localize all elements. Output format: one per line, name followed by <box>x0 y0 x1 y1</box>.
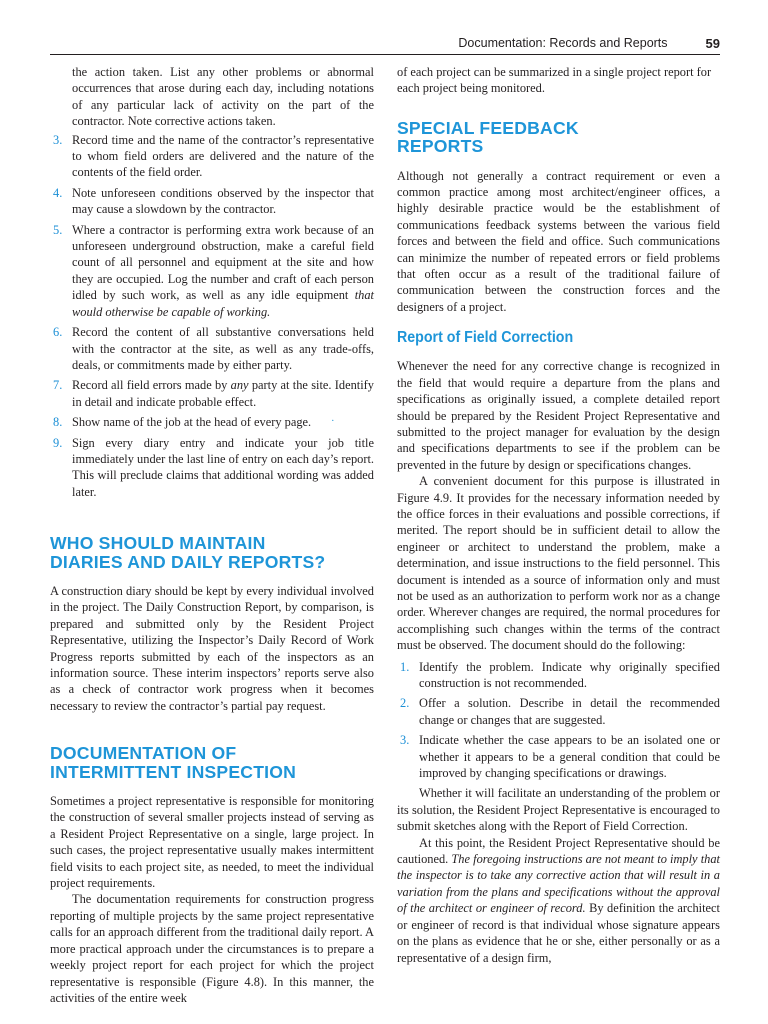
section-heading-intermittent: DOCUMENTATION OF INTERMITTENT INSPECTION <box>50 743 297 782</box>
section-heading-feedback: SPECIAL FEEDBACK REPORTS <box>397 117 579 157</box>
list-item: 5. Where a contractor is performing extra work because of an unforeseen underground obstruction, make a careful field count of all personnel and equipment at the site and how they are occupied. Log the number and craft of each person idled by such work, as well as any idle equipment that would otherwise be capable of working. <box>53 222 374 319</box>
continued-list-text: the action taken. List any other problems or abnormal occurrences that arose during each day, including notations of any particular lack of activity on the part of the contractor. Note corrective actions taken. <box>72 65 374 129</box>
list-item: 8. Show name of the job at the head of every page. · <box>53 415 335 430</box>
list-number: 2. <box>400 696 410 711</box>
list-item: 9. Sign every diary entry and indicate your job title immediately under the last line of entry on each day’s report. This will preclude claims that additional wording was added later. <box>53 435 374 499</box>
list-item: 1. Identify the problem. Indicate why originally specified construction is not recommended. <box>400 659 720 690</box>
list-number: 3. <box>400 733 410 748</box>
list-number: 8. <box>53 415 63 430</box>
list-number: 6. <box>53 325 63 340</box>
list-number: 1. <box>400 659 410 674</box>
running-head-title: Documentation: Records and Reports <box>458 36 668 50</box>
right-column <box>397 64 720 966</box>
list-item: 4. Note unforeseen conditions observed by the inspector that may cause a slowdown by the contractor. <box>53 185 374 217</box>
section-heading-diaries: WHO SHOULD MAINTAIN DIARIES AND DAILY REPORTS? <box>50 533 326 572</box>
list-number: 9. <box>53 435 63 450</box>
paragraph: of each project can be summarized in a single project report for each project being monitored. <box>397 65 712 96</box>
header-rule <box>50 54 720 55</box>
running-head <box>50 33 720 53</box>
list-item: 2. Offer a solution. Describe in detail the recommended change or changes that are suggested. <box>400 696 720 727</box>
paragraph: A convenient document for this purpose is illustrated in Figure 4.9. It provides for the necessary information needed by the office forces in their evaluations and possible corrections, if merited. The report should be in sufficient detail to allow the engineer or architect to understand the problem, make a determination, and issue instructions to the field personnel. This document is intended as a source of information only and must not be used as an authorization to perform work nor as a change order. Wherever changes are required, the normal procedures for accomplishing such changes within the terms of the contract must be observed. The document should do the following: <box>397 474 720 653</box>
list-item: 6. Record the content of all substantive conversations held with the contractor at the site, as well as any trade-offs, deals, or commitments made by either party. <box>53 325 374 372</box>
paragraph: Whenever the need for any corrective change is recognized in the field that would require a departure from the plans and specifications as originally issued, a complete detailed report should be prepared by the Resident Project Representative and submitted to the project manager for evaluation by the design and specifications departments to see if the problem can be prevented in the future by design or specifications changes. <box>397 359 720 472</box>
paragraph: Sometimes a project representative is responsible for monitoring the construction of several smaller projects instead of serving as a Resident Project Representative on a single, large project. In such cases, the project representative usually makes intermittent field visits to each project site, as needed, to meet the individual project requirements. <box>50 794 374 891</box>
list-item: 3. Indicate whether the case appears to be an isolated one or whether it appears to be a general condition that could be improved by changing specifications or drawings. <box>400 733 720 781</box>
diary-checklist <box>50 132 374 501</box>
page-number: 59 <box>705 35 720 51</box>
paragraph: Although not generally a contract requirement or even a common practice among most architect/engineer offices, a highly desirable practice would be the establishment of communications feedback systems between the various field forces and between the field and office. Such communications can minimize the number of repeated errors or field problems that often occur as a result of the traditional failure of communication between the construction forces and the designers of a project. <box>397 168 720 314</box>
left-column <box>50 64 374 1006</box>
list-item: 7. Record all field errors made by any party at the site. Identify in detail and indicate probable effect. <box>53 378 374 409</box>
list-number: 5. <box>53 222 63 237</box>
subheading-field-correction: Report of Field Correction <box>397 329 574 347</box>
paragraph: A construction diary should be kept by every individual involved in the project. The Daily Construction Report, by comparison, is prepared and submitted only by the Resident Project Representative, utilizing the Inspector’s Daily Record of Work Progress reports submitted by each of the inspectors as an information source. These interim inspectors’ reports serve also as a check of contractor work progress when it becomes necessary to review the contractor’s partial pay request. <box>50 583 374 713</box>
field-correction-list <box>397 659 720 782</box>
paragraph: At this point, the Resident Project Representative should be cautioned. The foregoing instructions are not meant to imply that the inspector is to take any corrective action that will result in a variation from the plans and specifications without the approval of the architect or engineer of record. By definition the architect or engineer of record is that individual whose signature appears on the plans as evidence that he or she, either personally or as a representative of a design firm, <box>397 835 721 965</box>
list-number: 7. <box>53 378 63 393</box>
list-number: 4. <box>53 185 63 200</box>
stray-mark: · <box>331 416 335 428</box>
paragraph: The documentation requirements for construction progress reporting of multiple projects by the same project representative calls for an approach different from the traditional daily report. A more practical approach under the circumstances is to prepare a weekly project report for each project for which the project representative is responsible (Figure 4.8). In this manner, the activities of the entire week <box>50 892 374 1005</box>
list-number: 3. <box>53 132 63 147</box>
list-item: 3. Record time and the name of the contractor’s representative to whom field orders are delivered and the nature of the contents of the field order. <box>53 132 374 180</box>
paragraph: Whether it will facilitate an understanding of the problem or its solution, the Resident Project Representative is encouraged to submit sketches along with the Report of Field Correction. <box>397 786 720 834</box>
